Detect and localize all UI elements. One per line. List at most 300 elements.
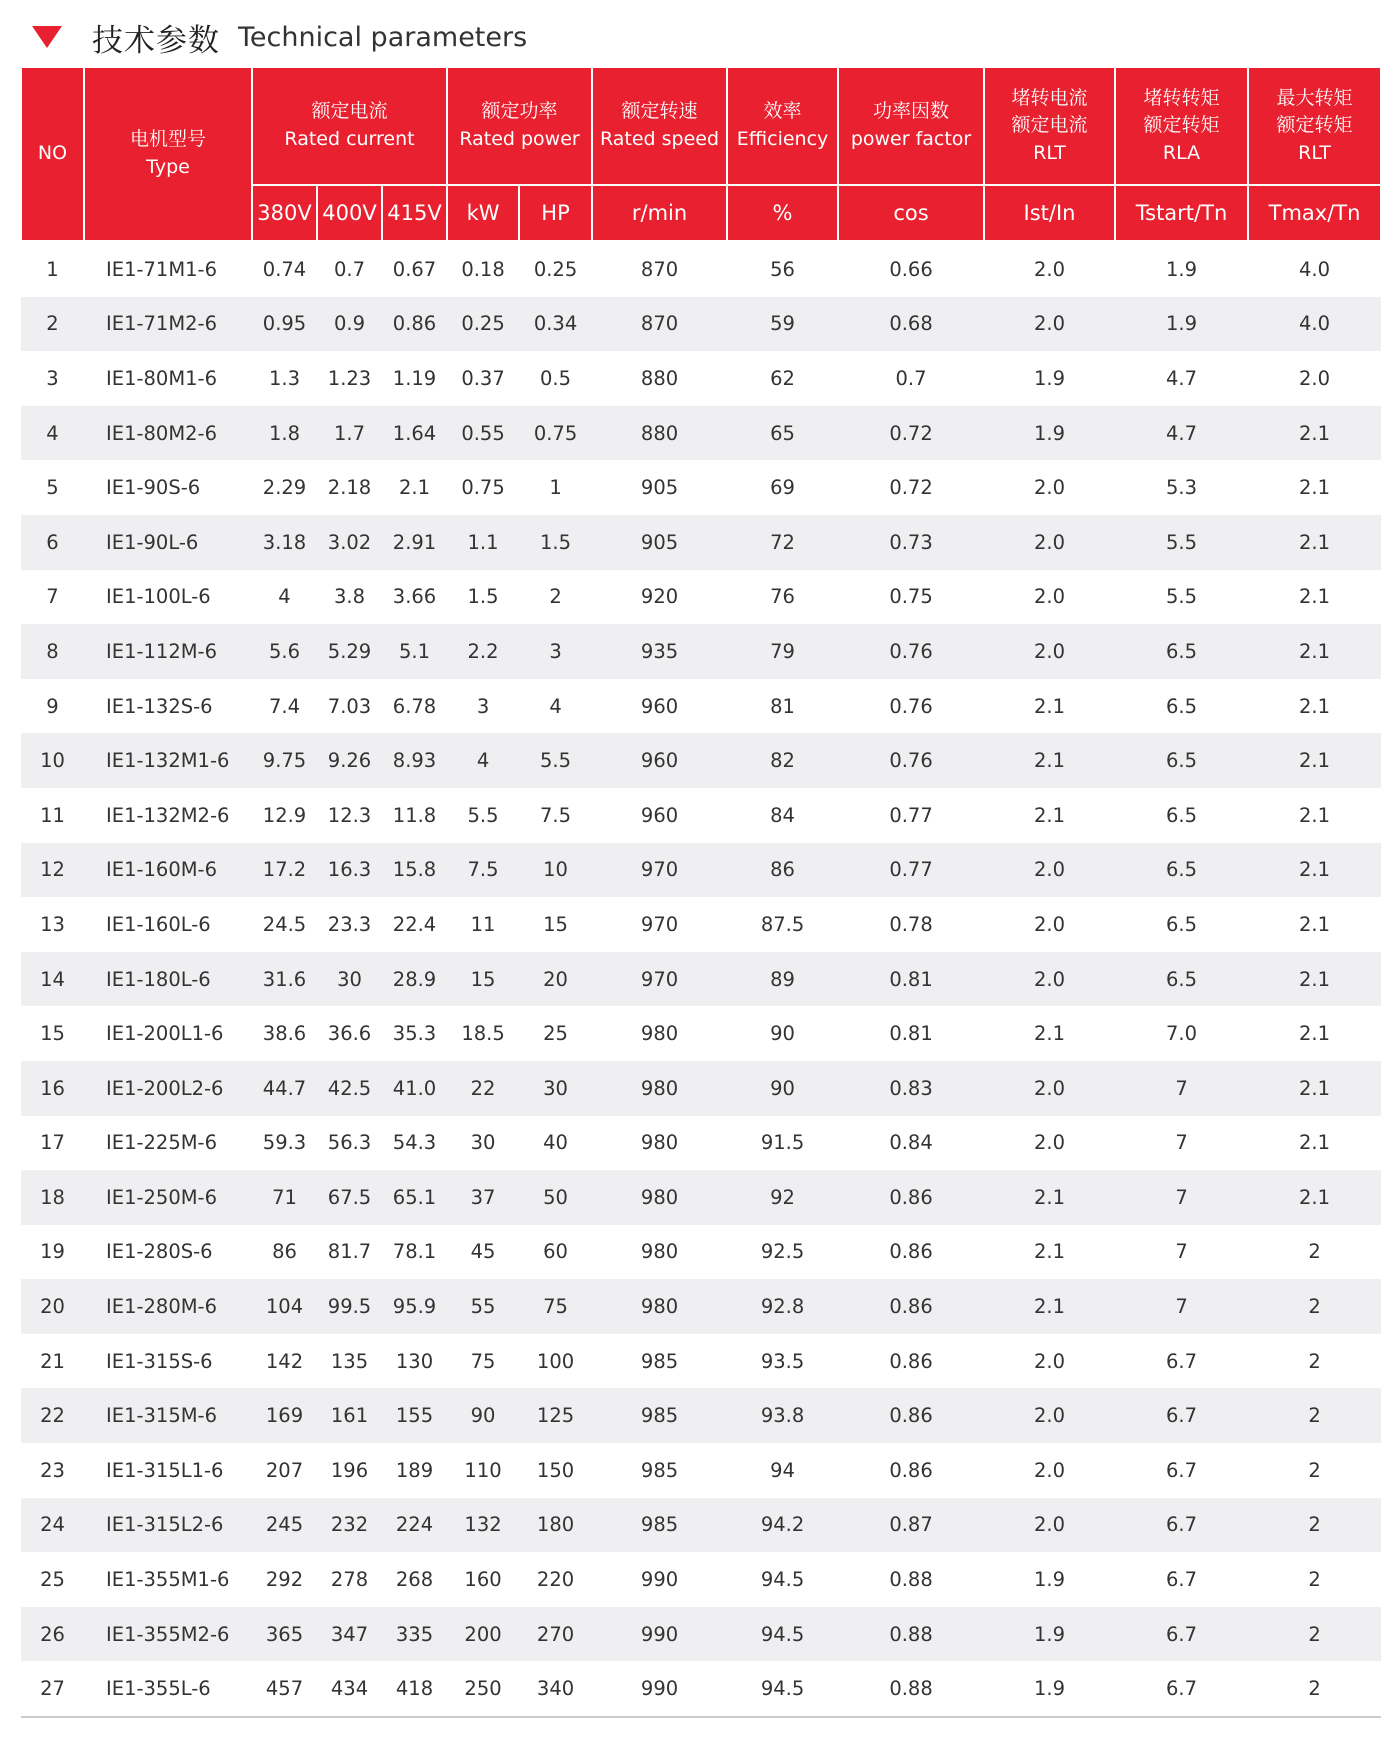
cell-efficiency: 81 xyxy=(770,694,795,718)
cell-current-400v: 196 xyxy=(330,1458,369,1482)
cell-power-factor: 0.72 xyxy=(838,406,984,461)
table-row xyxy=(21,1279,1381,1334)
cell-tstart-tn: 6.5 xyxy=(1115,624,1248,679)
cell-tstart-tn: 4.7 xyxy=(1115,406,1248,461)
cell-current-415v: 1.64 xyxy=(382,406,447,461)
cell-speed: 980 xyxy=(592,1170,727,1225)
cell-no: 10 xyxy=(21,733,84,788)
cell-tmax-tn: 2.1 xyxy=(1299,585,1331,609)
cell-speed: 905 xyxy=(592,515,727,570)
cell-current-380v: 7.4 xyxy=(268,694,300,718)
cell-speed: 980 xyxy=(640,1022,679,1046)
cell-tmax-tn: 2 xyxy=(1248,1661,1381,1717)
cell-ist-in: 1.9 xyxy=(1034,366,1066,390)
cell-efficiency: 56 xyxy=(770,257,795,281)
cell-speed: 880 xyxy=(640,366,679,390)
cell-ist-in: 2.0 xyxy=(984,624,1115,679)
cell-tstart-tn: 6.7 xyxy=(1166,1458,1198,1482)
cell-speed: 985 xyxy=(640,1349,679,1373)
cell-current-415v: 22.4 xyxy=(392,912,437,936)
table-row xyxy=(21,1170,1381,1225)
cell-power-hp: 0.75 xyxy=(519,406,592,461)
table-row xyxy=(21,351,1381,406)
cell-power-kw: 75 xyxy=(470,1349,496,1373)
cell-speed: 990 xyxy=(592,1661,727,1717)
cell-current-415v: 189 xyxy=(395,1458,434,1482)
cell-current-380v: 71 xyxy=(252,1170,317,1225)
cell-no: 1 xyxy=(46,257,59,281)
cell-tstart-tn: 7 xyxy=(1115,1170,1248,1225)
cell-speed: 920 xyxy=(640,585,679,609)
cell-no: 20 xyxy=(21,1279,84,1334)
cell-current-415v: 1.19 xyxy=(392,366,437,390)
cell-type: IE1-80M2-6 xyxy=(84,406,252,461)
cell-power-factor: 0.86 xyxy=(838,1388,984,1443)
cell-speed: 990 xyxy=(592,1607,727,1662)
cell-current-380v: 0.95 xyxy=(252,297,317,352)
cell-tstart-tn: 7 xyxy=(1175,1240,1188,1264)
cell-tmax-tn: 2.1 xyxy=(1248,733,1381,788)
cell-power-factor: 0.86 xyxy=(889,1240,933,1264)
cell-power-factor: 0.83 xyxy=(838,1061,984,1116)
cell-efficiency: 69 xyxy=(770,476,795,500)
cell-power-factor: 0.88 xyxy=(838,1661,984,1717)
header-rated-power: 额定功率 Rated power xyxy=(447,68,592,185)
cell-current-380v: 207 xyxy=(265,1458,304,1482)
cell-power-factor: 0.66 xyxy=(889,257,933,281)
cell-current-415v: 65.1 xyxy=(382,1170,447,1225)
table-row xyxy=(21,1006,1381,1061)
cell-current-415v: 2.1 xyxy=(399,476,431,500)
cell-tmax-tn: 2.0 xyxy=(1299,366,1331,390)
cell-efficiency: 79 xyxy=(727,624,838,679)
cell-current-400v: 0.9 xyxy=(317,297,382,352)
header-type: 电机型号 Type xyxy=(84,68,252,241)
cell-tstart-tn: 5.5 xyxy=(1115,515,1248,570)
cell-current-380v: 4 xyxy=(278,585,291,609)
cell-power-kw: 250 xyxy=(447,1661,519,1717)
cell-type: IE1-225M-6 xyxy=(106,1131,218,1155)
cell-current-400v: 16.3 xyxy=(317,843,382,898)
cell-efficiency: 94 xyxy=(770,1458,795,1482)
cell-ist-in: 2.1 xyxy=(1034,694,1066,718)
cell-type: IE1-315L2-6 xyxy=(84,1498,252,1553)
cell-power-factor: 0.73 xyxy=(838,515,984,570)
cell-tstart-tn: 6.7 xyxy=(1115,1498,1248,1553)
cell-power-kw: 2.2 xyxy=(447,624,519,679)
cell-power-kw: 0.37 xyxy=(461,366,505,390)
header-rated-current: 额定电流 Rated current xyxy=(252,68,447,185)
cell-power-hp: 50 xyxy=(519,1170,592,1225)
cell-ist-in: 2.0 xyxy=(984,297,1115,352)
cell-efficiency: 93.8 xyxy=(727,1388,838,1443)
cell-current-400v: 278 xyxy=(330,1568,369,1592)
cell-efficiency: 91.5 xyxy=(760,1131,805,1155)
cell-efficiency: 92.8 xyxy=(727,1279,838,1334)
cell-tmax-tn: 2 xyxy=(1248,1498,1381,1553)
cell-efficiency: 84 xyxy=(770,803,795,827)
table-row xyxy=(21,406,1381,461)
table-row xyxy=(21,733,1381,788)
cell-tmax-tn: 2.1 xyxy=(1299,476,1331,500)
unit-percent: % xyxy=(727,185,838,241)
cell-tstart-tn: 6.5 xyxy=(1166,912,1198,936)
cell-tmax-tn: 2.1 xyxy=(1248,515,1381,570)
cell-power-kw: 132 xyxy=(447,1498,519,1553)
cell-current-380v: 3.18 xyxy=(252,515,317,570)
cell-ist-in: 2.0 xyxy=(1034,1458,1066,1482)
cell-tmax-tn: 2.1 xyxy=(1248,952,1381,1007)
cell-current-415v: 35.3 xyxy=(392,1022,437,1046)
cell-current-380v: 142 xyxy=(265,1349,304,1373)
header-locked-rotor-current: 堵转电流 额定电流 RLT xyxy=(984,68,1115,185)
cell-current-380v: 86 xyxy=(272,1240,297,1264)
cell-type: IE1-200L2-6 xyxy=(84,1061,252,1116)
cell-speed: 970 xyxy=(592,843,727,898)
cell-tstart-tn: 6.5 xyxy=(1166,694,1198,718)
cell-no: 17 xyxy=(40,1131,65,1155)
cell-current-415v: 95.9 xyxy=(382,1279,447,1334)
cell-type: IE1-315L1-6 xyxy=(106,1458,224,1482)
unit-tmax-tn: Tmax/Tn xyxy=(1248,185,1381,241)
cell-power-kw: 0.75 xyxy=(461,476,505,500)
cell-power-factor: 0.81 xyxy=(838,952,984,1007)
cell-speed: 980 xyxy=(640,1131,679,1155)
cell-power-kw: 0.25 xyxy=(447,297,519,352)
cell-power-factor: 0.86 xyxy=(889,1458,933,1482)
cell-tstart-tn: 6.7 xyxy=(1166,1349,1198,1373)
cell-power-kw: 4 xyxy=(447,733,519,788)
table-row xyxy=(21,1388,1381,1443)
table-row xyxy=(21,1552,1381,1607)
cell-current-415v: 2.91 xyxy=(382,515,447,570)
cell-efficiency: 93.5 xyxy=(760,1349,805,1373)
cell-speed: 870 xyxy=(592,297,727,352)
cell-power-factor: 0.86 xyxy=(838,1170,984,1225)
cell-power-factor: 0.7 xyxy=(895,366,927,390)
cell-no: 6 xyxy=(21,515,84,570)
table-row xyxy=(21,515,1381,570)
cell-current-415v: 268 xyxy=(395,1568,434,1592)
cell-power-factor: 0.76 xyxy=(889,694,933,718)
cell-speed: 985 xyxy=(592,1388,727,1443)
header-locked-rotor-torque: 堵转转矩 额定转矩 RLA xyxy=(1115,68,1248,185)
cell-power-factor: 0.77 xyxy=(889,803,933,827)
cell-tstart-tn: 6.5 xyxy=(1115,952,1248,1007)
header-efficiency: 效率 Efficiency xyxy=(727,68,838,185)
cell-tmax-tn: 2 xyxy=(1248,1607,1381,1662)
cell-ist-in: 2.0 xyxy=(984,1061,1115,1116)
cell-tmax-tn: 2.1 xyxy=(1248,624,1381,679)
unit-415v: 415V xyxy=(382,185,447,241)
cell-speed: 880 xyxy=(592,406,727,461)
cell-power-hp: 340 xyxy=(519,1661,592,1717)
cell-tmax-tn: 2.1 xyxy=(1248,1061,1381,1116)
cell-power-hp: 60 xyxy=(543,1240,568,1264)
cell-no: 26 xyxy=(21,1607,84,1662)
cell-power-hp: 0.5 xyxy=(540,366,572,390)
table-body xyxy=(21,241,1381,1717)
cell-tstart-tn: 7.0 xyxy=(1166,1022,1198,1046)
cell-current-415v: 54.3 xyxy=(392,1131,437,1155)
cell-current-415v: 0.86 xyxy=(382,297,447,352)
cell-power-hp: 0.25 xyxy=(533,257,578,281)
table-row xyxy=(21,1334,1381,1389)
cell-tmax-tn: 2.1 xyxy=(1299,694,1331,718)
cell-tmax-tn: 2 xyxy=(1308,1568,1321,1592)
cell-power-kw: 0.55 xyxy=(447,406,519,461)
cell-type: IE1-160M-6 xyxy=(84,843,252,898)
cell-current-400v: 347 xyxy=(317,1607,382,1662)
table-row xyxy=(21,1443,1381,1498)
cell-type: IE1-180L-6 xyxy=(84,952,252,1007)
cell-no: 21 xyxy=(40,1349,65,1373)
cell-current-400v: 9.26 xyxy=(317,733,382,788)
cell-power-hp: 270 xyxy=(519,1607,592,1662)
cell-no: 9 xyxy=(46,694,59,718)
cell-current-400v: 3.8 xyxy=(333,585,365,609)
cell-power-kw: 90 xyxy=(447,1388,519,1443)
cell-power-kw: 18.5 xyxy=(461,1022,505,1046)
table-row xyxy=(21,788,1381,843)
cell-current-380v: 38.6 xyxy=(262,1022,307,1046)
cell-power-hp: 150 xyxy=(536,1458,575,1482)
section-heading xyxy=(32,14,527,60)
cell-power-hp: 25 xyxy=(543,1022,568,1046)
cell-speed: 980 xyxy=(592,1279,727,1334)
unit-380v: 380V xyxy=(252,185,317,241)
cell-current-400v: 81.7 xyxy=(327,1240,372,1264)
cell-ist-in: 2.1 xyxy=(1034,1022,1066,1046)
table-row xyxy=(21,297,1381,352)
unit-ist-in: Ist/In xyxy=(984,185,1115,241)
cell-current-380v: 31.6 xyxy=(252,952,317,1007)
cell-tmax-tn: 2 xyxy=(1308,1349,1321,1373)
cell-current-415v: 5.1 xyxy=(382,624,447,679)
cell-power-hp: 20 xyxy=(519,952,592,1007)
cell-power-factor: 0.84 xyxy=(889,1131,933,1155)
cell-speed: 970 xyxy=(592,952,727,1007)
cell-power-hp: 10 xyxy=(519,843,592,898)
cell-speed: 980 xyxy=(640,1240,679,1264)
cell-current-380v: 5.6 xyxy=(252,624,317,679)
cell-type: IE1-280M-6 xyxy=(84,1279,252,1334)
table-row xyxy=(21,1061,1381,1116)
cell-efficiency: 82 xyxy=(727,733,838,788)
cell-efficiency: 92 xyxy=(727,1170,838,1225)
cell-tmax-tn: 2.1 xyxy=(1248,406,1381,461)
cell-efficiency: 94.5 xyxy=(727,1661,838,1717)
cell-type: IE1-90S-6 xyxy=(106,476,201,500)
cell-ist-in: 2.0 xyxy=(984,1498,1115,1553)
cell-efficiency: 89 xyxy=(727,952,838,1007)
cell-current-415v: 6.78 xyxy=(392,694,437,718)
cell-efficiency: 65 xyxy=(727,406,838,461)
cell-efficiency: 92.5 xyxy=(760,1240,805,1264)
table-row xyxy=(21,241,1381,297)
cell-current-415v: 15.8 xyxy=(382,843,447,898)
cell-current-380v: 24.5 xyxy=(262,912,307,936)
cell-current-400v: 23.3 xyxy=(327,912,372,936)
cell-ist-in: 2.0 xyxy=(1034,1131,1066,1155)
table-row xyxy=(21,1661,1381,1717)
cell-speed: 985 xyxy=(592,1498,727,1553)
cell-no: 11 xyxy=(40,803,65,827)
cell-current-380v: 104 xyxy=(252,1279,317,1334)
cell-power-factor: 0.76 xyxy=(838,624,984,679)
cell-current-400v: 5.29 xyxy=(317,624,382,679)
cell-type: IE1-132M2-6 xyxy=(106,803,230,827)
cell-power-factor: 0.76 xyxy=(838,733,984,788)
cell-current-380v: 457 xyxy=(252,1661,317,1717)
cell-type: IE1-160L-6 xyxy=(106,912,211,936)
cell-power-factor: 0.86 xyxy=(838,1279,984,1334)
cell-current-415v: 8.93 xyxy=(382,733,447,788)
cell-type: IE1-315M-6 xyxy=(84,1388,252,1443)
cell-power-hp: 2 xyxy=(549,585,562,609)
table-row xyxy=(21,679,1381,734)
cell-power-factor: 0.68 xyxy=(838,297,984,352)
cell-ist-in: 2.0 xyxy=(1034,476,1066,500)
cell-current-415v: 11.8 xyxy=(392,803,437,827)
cell-efficiency: 94.2 xyxy=(727,1498,838,1553)
cell-current-380v: 245 xyxy=(252,1498,317,1553)
cell-power-kw: 30 xyxy=(470,1131,496,1155)
cell-efficiency: 94.5 xyxy=(760,1568,805,1592)
cell-current-380v: 169 xyxy=(252,1388,317,1443)
cell-tmax-tn: 2 xyxy=(1308,1458,1321,1482)
cell-ist-in: 2.1 xyxy=(984,1170,1115,1225)
cell-current-380v: 59.3 xyxy=(262,1131,307,1155)
cell-power-kw: 3 xyxy=(476,694,490,718)
heading-title-en: Technical parameters xyxy=(238,21,528,53)
header-rated-speed: 额定转速 Rated speed xyxy=(592,68,727,185)
cell-power-kw: 11 xyxy=(470,912,496,936)
cell-type: IE1-71M2-6 xyxy=(84,297,252,352)
cell-ist-in: 2.0 xyxy=(984,515,1115,570)
cell-current-415v: 0.67 xyxy=(392,257,437,281)
table-row xyxy=(21,1225,1381,1280)
cell-power-factor: 0.72 xyxy=(889,476,933,500)
cell-tmax-tn: 2 xyxy=(1308,1240,1321,1264)
cell-power-factor: 0.87 xyxy=(838,1498,984,1553)
cell-no: 7 xyxy=(46,585,59,609)
cell-no: 16 xyxy=(21,1061,84,1116)
table-row xyxy=(21,897,1381,952)
cell-tstart-tn: 6.7 xyxy=(1115,1388,1248,1443)
heading-title-zh: 技术参数 xyxy=(92,22,220,59)
cell-type: IE1-90L-6 xyxy=(84,515,252,570)
cell-current-400v: 1.7 xyxy=(317,406,382,461)
cell-speed: 905 xyxy=(640,476,679,500)
triangle-down-icon xyxy=(32,26,62,48)
table-row xyxy=(21,1498,1381,1553)
cell-speed: 870 xyxy=(640,257,679,281)
cell-power-kw: 15 xyxy=(447,952,519,1007)
cell-efficiency: 76 xyxy=(770,585,795,609)
cell-tstart-tn: 4.7 xyxy=(1166,366,1198,390)
cell-tstart-tn: 6.7 xyxy=(1115,1661,1248,1717)
cell-ist-in: 1.9 xyxy=(984,406,1115,461)
cell-power-hp: 220 xyxy=(536,1568,575,1592)
cell-tmax-tn: 2.1 xyxy=(1248,1170,1381,1225)
cell-tstart-tn: 7 xyxy=(1115,1061,1248,1116)
table-header xyxy=(21,68,1381,241)
cell-speed: 960 xyxy=(592,733,727,788)
cell-efficiency: 87.5 xyxy=(760,912,805,936)
cell-efficiency: 86 xyxy=(727,843,838,898)
cell-efficiency: 62 xyxy=(770,366,795,390)
cell-power-hp: 30 xyxy=(519,1061,592,1116)
unit-400v: 400V xyxy=(317,185,382,241)
unit-hp: HP xyxy=(519,185,592,241)
cell-power-hp: 7.5 xyxy=(540,803,572,827)
cell-power-hp: 0.34 xyxy=(519,297,592,352)
cell-no: 4 xyxy=(21,406,84,461)
cell-ist-in: 2.0 xyxy=(1034,1349,1066,1373)
cell-current-400v: 3.02 xyxy=(317,515,382,570)
cell-power-hp: 40 xyxy=(543,1131,568,1155)
cell-current-380v: 12.9 xyxy=(262,803,307,827)
cell-power-kw: 5.5 xyxy=(467,803,499,827)
cell-current-380v: 365 xyxy=(252,1607,317,1662)
cell-no: 23 xyxy=(40,1458,65,1482)
cell-current-400v: 7.03 xyxy=(327,694,372,718)
cell-current-400v: 67.5 xyxy=(317,1170,382,1225)
cell-type: IE1-355M2-6 xyxy=(84,1607,252,1662)
cell-tmax-tn: 2.1 xyxy=(1299,1022,1331,1046)
cell-current-415v: 224 xyxy=(382,1498,447,1553)
cell-no: 22 xyxy=(21,1388,84,1443)
cell-current-400v: 56.3 xyxy=(327,1131,372,1155)
cell-power-factor: 0.77 xyxy=(838,843,984,898)
cell-ist-in: 2.0 xyxy=(984,1388,1115,1443)
cell-speed: 960 xyxy=(640,803,679,827)
cell-no: 14 xyxy=(21,952,84,1007)
cell-power-hp: 1.5 xyxy=(519,515,592,570)
cell-tstart-tn: 6.5 xyxy=(1115,733,1248,788)
cell-tstart-tn: 7 xyxy=(1115,1279,1248,1334)
cell-type: IE1-315S-6 xyxy=(106,1349,213,1373)
cell-current-400v: 232 xyxy=(317,1498,382,1553)
cell-power-hp: 100 xyxy=(536,1349,575,1373)
cell-tstart-tn: 6.5 xyxy=(1115,843,1248,898)
cell-current-415v: 130 xyxy=(395,1349,434,1373)
cell-power-kw: 0.18 xyxy=(461,257,505,281)
cell-ist-in: 2.1 xyxy=(1034,1240,1066,1264)
cell-speed: 985 xyxy=(640,1458,679,1482)
cell-power-hp: 1 xyxy=(549,476,562,500)
table-row xyxy=(21,843,1381,898)
cell-current-415v: 155 xyxy=(382,1388,447,1443)
cell-tstart-tn: 7 xyxy=(1175,1131,1188,1155)
cell-current-380v: 9.75 xyxy=(252,733,317,788)
cell-current-415v: 78.1 xyxy=(392,1240,437,1264)
cell-current-415v: 418 xyxy=(382,1661,447,1717)
cell-type: IE1-355M1-6 xyxy=(106,1568,230,1592)
cell-ist-in: 2.0 xyxy=(984,843,1115,898)
cell-type: IE1-355L-6 xyxy=(84,1661,252,1717)
cell-current-400v: 2.18 xyxy=(327,476,372,500)
cell-power-factor: 0.78 xyxy=(889,912,933,936)
cell-tstart-tn: 6.7 xyxy=(1166,1568,1198,1592)
cell-power-hp: 5.5 xyxy=(519,733,592,788)
cell-current-400v: 434 xyxy=(317,1661,382,1717)
cell-tmax-tn: 4.0 xyxy=(1299,257,1331,281)
cell-current-415v: 28.9 xyxy=(382,952,447,1007)
cell-power-kw: 45 xyxy=(470,1240,496,1264)
cell-tstart-tn: 5.3 xyxy=(1166,476,1198,500)
